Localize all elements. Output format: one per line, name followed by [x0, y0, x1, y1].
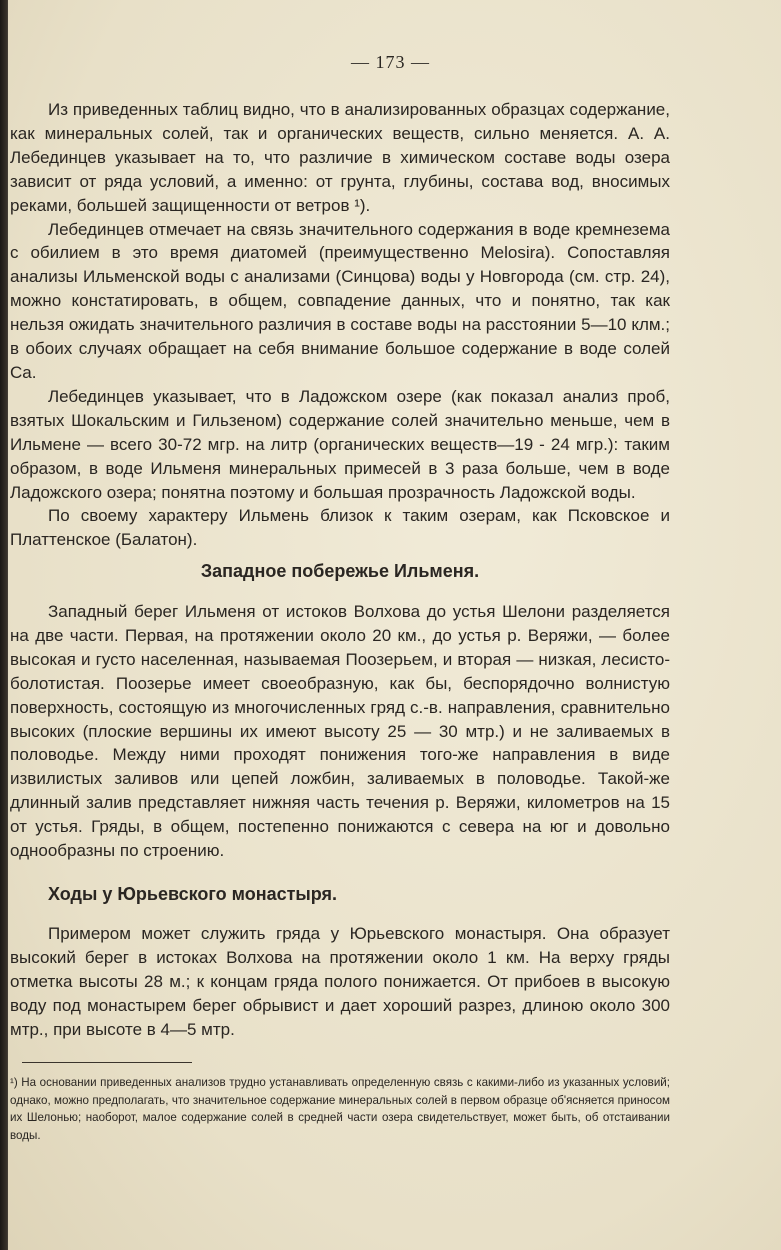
- west-shore-section: [10, 600, 670, 863]
- footnote: ¹) На основании приведенных анализов трудно устанавливать определенную связь с какими-либо из указанных условий; однако, можно предполагать, что значительное содержание минеральных солей в первом образце об'ясняется приносом их Шелонью; наоборот, малое содержание солей в средней части озера свидетельствует, может быть, об отстаивании воды.: [10, 1076, 670, 1142]
- yuryev-section: [10, 922, 670, 1042]
- paragraph: По своему характеру Ильмень близок к таким озерам, как Псковское и Платтенское (Балатон).: [10, 506, 670, 550]
- footnote-divider: [22, 1062, 192, 1063]
- section-heading-yuryev: Ходы у Юрьевского монастыря.: [48, 884, 338, 904]
- paragraph: Западный берег Ильменя от истоков Волхова до устья Шелони разделяется на две части. Первая, на протяжении около 20 км., до устья р. Веряжи, — более высокая и густо населенная, называемая Поозерьем, и вторая — низкая, лесисто-болотистая. Поозерье имеет своеобразную, как бы, беспорядочно волнистую поверхность, состоящую из многочисленных гряд с.-в. направления, сравнительно высоких (плоские вершины их имеют высоту 25 — 30 мтр.) и не заливаемых в половодье. Между ними проходят понижения того-же направления в виде извилистых заливов или цепей ложбин, заливаемых в половодье. Такой-же длинный залив представляет нижняя часть течения р. Веряжи, километров на 15 от устья. Гряды, в общем, постепенно понижаются с севера на юг и довольно однообразны по строению.: [10, 602, 670, 861]
- paragraph: Примером может служить гряда у Юрьевского монастыря. Она образует высокий берег в истоках Волхова на протяжении около 1 км. На верху гряды отметка высоты 28 м.; к концам гряда полого понижается. От прибоев в высокую воду под монастырем берег обрывист и дает хороший разрез, длиною около 300 мтр., при высоте в 4—5 мтр.: [10, 924, 670, 1039]
- paragraph: Из приведенных таблиц видно, что в анализированных образцах содержание, как минеральных солей, так и органических веществ, сильно меняется. А. А. Лебединцев указывает на то, что различие в химическом составе воды озера зависит от ряда условий, а именно: от грунта, глубины, состава вод, вносимых реками, большей защищенности от ветров ¹).: [10, 100, 670, 215]
- page-number: — 173 —: [351, 52, 430, 72]
- paragraph: Лебединцев указывает, что в Ладожском озере (как показал анализ проб, взятых Шокальским и Гильзеном) содержание солей значительно меньше, чем в Ильмене — всего 30-72 мгр. на литр (органических веществ—19 - 24 мгр.): таким образом, в воде Ильменя минеральных примесей в 3 раза больше, чем в воде Ладожского озера; понятна поэтому и большая прозрачность Ладожской воды.: [10, 386, 670, 502]
- intro-section: [10, 98, 670, 552]
- section-heading-west-shore: Западное побережье Ильменя.: [200, 561, 480, 581]
- paragraph: Лебединцев отмечает на связь значительного содержания в воде кремнезема с обилием в это время диатомей (преимущественно Melosira). Сопоставляя анализы Ильменской воды с анализами (Синцова) воды у Новгорода (см. стр. 24), можно констатировать, в общем, совпадение данных, что и понятно, так как нельзя ожидать значительного различия в составе воды на расстоянии 5—10 клм.; в обоих случаях обращает на себя внимание большое содержание в воде солей Ca.: [10, 219, 670, 382]
